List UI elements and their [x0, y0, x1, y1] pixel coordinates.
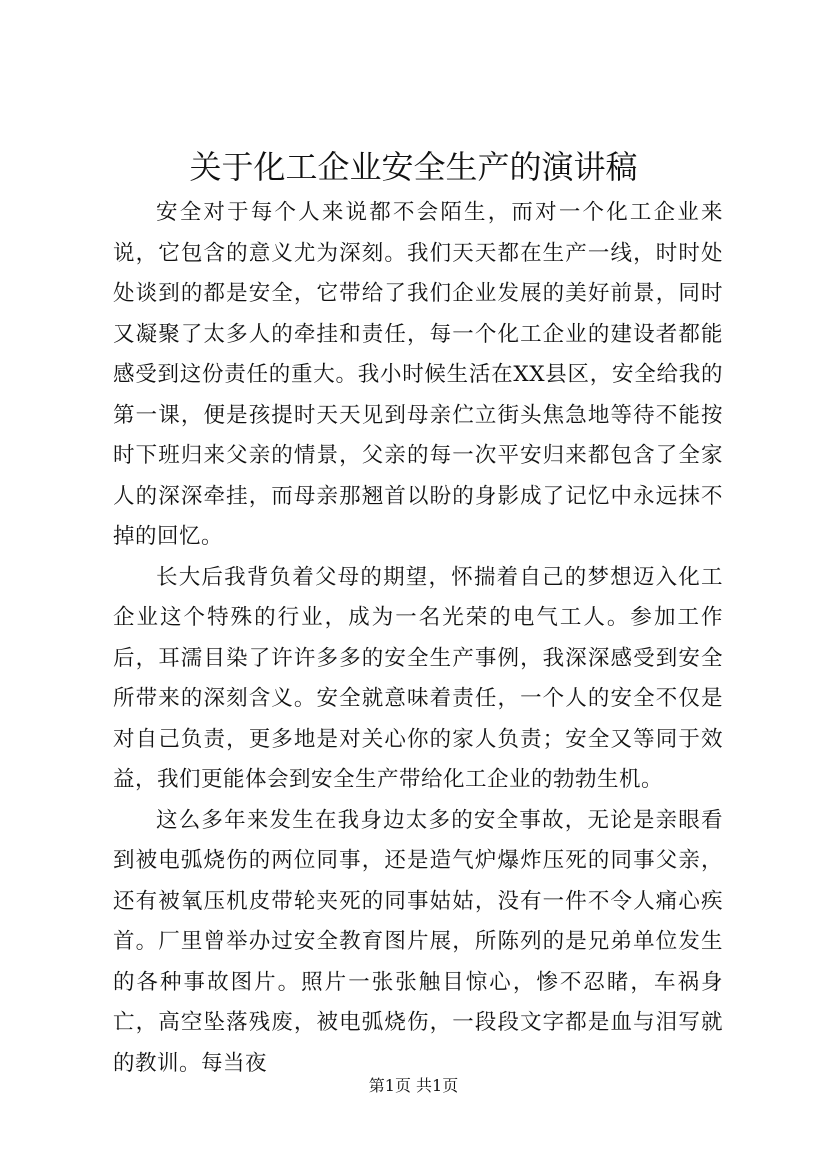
- paragraph-2: 长大后我背负着父母的期望，怀揣着自己的梦想迈入化工企业这个特殊的行业，成为一名光荣的电气工人。参加工作后，耳濡目染了许许多多的安全生产事例，我深深感受到安全所带来的深刻含义。安全就意味着责任，一个人的安全不仅是对自己负责，更多地是对关心你的家人负责；安全又等同于效益，我们更能体会到安全生产带给化工企业的勃勃生机。: [113, 564, 723, 792]
- document-body: [113, 193, 723, 1084]
- document-title: 关于化工企业安全生产的演讲稿: [189, 148, 638, 186]
- page-footer: 第1页 共1页: [368, 1076, 459, 1095]
- paragraph-3: 这么多年来发生在我身边太多的安全事故，无论是亲眼看到被电弧烧伤的两位同事，还是造气炉爆炸压死的同事父亲，还有被氧压机皮带轮夹死的同事姑姑，没有一件不令人痛心疾首。厂里曾举办过安全教育图片展，所陈列的是兄弟单位发生的各种事故图片。照片一张张触目惊心，惨不忍睹，车祸身亡，高空坠落残废，被电弧烧伤，一段段文字都是血与泪写就的教训。每当夜: [113, 807, 723, 1076]
- paragraph-1: 安全对于每个人来说都不会陌生，而对一个化工企业来说，它包含的意义尤为深刻。我们天天都在生产一线，时时处处谈到的都是安全，它带给了我们企业发展的美好前景，同时又凝聚了太多人的牵挂和责任，每一个化工企业的建设者都能感受到这份责任的重大。我小时候生活在XX县区，安全给我的第一课，便是孩提时天天见到母亲伫立街头焦急地等待不能按时下班归来父亲的情景，父亲的每一次平安归来都包含了全家人的深深牵挂，而母亲那翘首以盼的身影成了记忆中永远抹不掉的回忆。: [113, 200, 723, 549]
